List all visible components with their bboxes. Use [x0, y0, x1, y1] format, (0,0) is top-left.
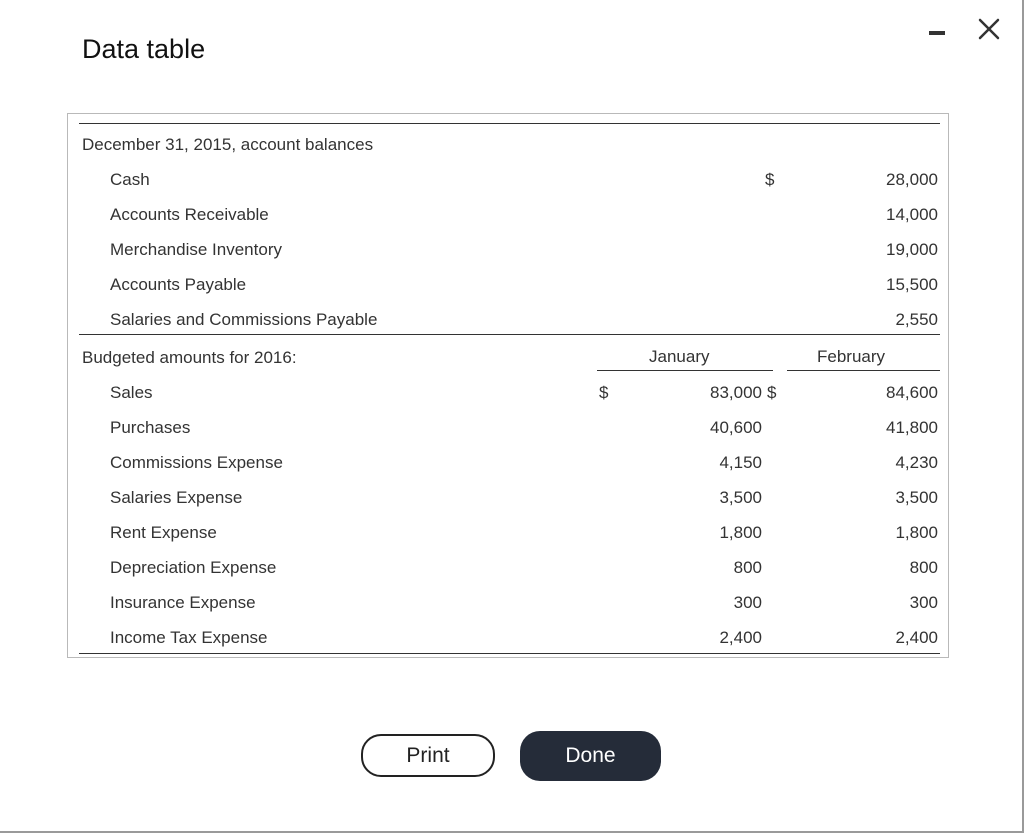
february-value: 300 — [909, 593, 938, 612]
section-divider — [79, 334, 940, 335]
february-header-rule — [787, 370, 940, 371]
row-value: 19,000 — [886, 240, 938, 259]
balances-heading: December 31, 2015, account balances — [82, 135, 374, 154]
row-value: 2,550 — [895, 310, 938, 329]
close-icon — [974, 14, 1004, 44]
row-label: Salaries and Commissions Payable — [110, 310, 378, 329]
january-value: 2,400 — [719, 628, 762, 647]
row-label: Cash — [110, 170, 150, 189]
table-top-rule — [79, 123, 940, 124]
february-value: 1,800 — [895, 523, 938, 542]
currency-symbol: $ — [767, 383, 777, 402]
january-value: 83,000 — [710, 383, 762, 402]
print-button[interactable]: Print — [361, 734, 495, 777]
february-value: 84,600 — [886, 383, 938, 402]
row-value: 28,000 — [886, 170, 938, 189]
budget-heading: Budgeted amounts for 2016: — [82, 348, 297, 367]
row-label: Purchases — [110, 418, 191, 437]
row-value: 15,500 — [886, 275, 938, 294]
row-label: Rent Expense — [110, 523, 217, 542]
february-value: 41,800 — [886, 418, 938, 437]
currency-symbol: $ — [765, 170, 775, 189]
january-value: 1,800 — [719, 523, 762, 542]
february-value: 2,400 — [895, 628, 938, 647]
row-label: Accounts Payable — [110, 275, 247, 294]
row-label: Commissions Expense — [110, 453, 283, 472]
row-label: Merchandise Inventory — [110, 240, 282, 259]
row-label: Income Tax Expense — [110, 628, 268, 647]
row-label: Accounts Receivable — [110, 205, 269, 224]
january-value: 300 — [733, 593, 762, 612]
column-header-january: January — [649, 347, 710, 366]
table-bottom-rule — [79, 653, 940, 654]
february-value: 4,230 — [895, 453, 938, 472]
january-value: 4,150 — [719, 453, 762, 472]
january-value: 40,600 — [710, 418, 762, 437]
close-button[interactable] — [974, 14, 1004, 44]
minimize-icon — [929, 31, 945, 35]
row-label: Salaries Expense — [110, 488, 243, 507]
february-value: 800 — [909, 558, 938, 577]
done-button[interactable]: Done — [520, 731, 661, 781]
february-value: 3,500 — [895, 488, 938, 507]
row-label: Sales — [110, 383, 153, 402]
january-value: 3,500 — [719, 488, 762, 507]
january-value: 800 — [733, 558, 762, 577]
currency-symbol: $ — [599, 383, 609, 402]
column-header-february: February — [817, 347, 886, 366]
data-table — [67, 113, 949, 658]
january-header-rule — [597, 370, 773, 371]
row-label: Depreciation Expense — [110, 558, 277, 577]
dialog-title: Data table — [82, 34, 206, 64]
row-value: 14,000 — [886, 205, 938, 224]
minimize-button[interactable] — [926, 16, 952, 42]
row-label: Insurance Expense — [110, 593, 256, 612]
